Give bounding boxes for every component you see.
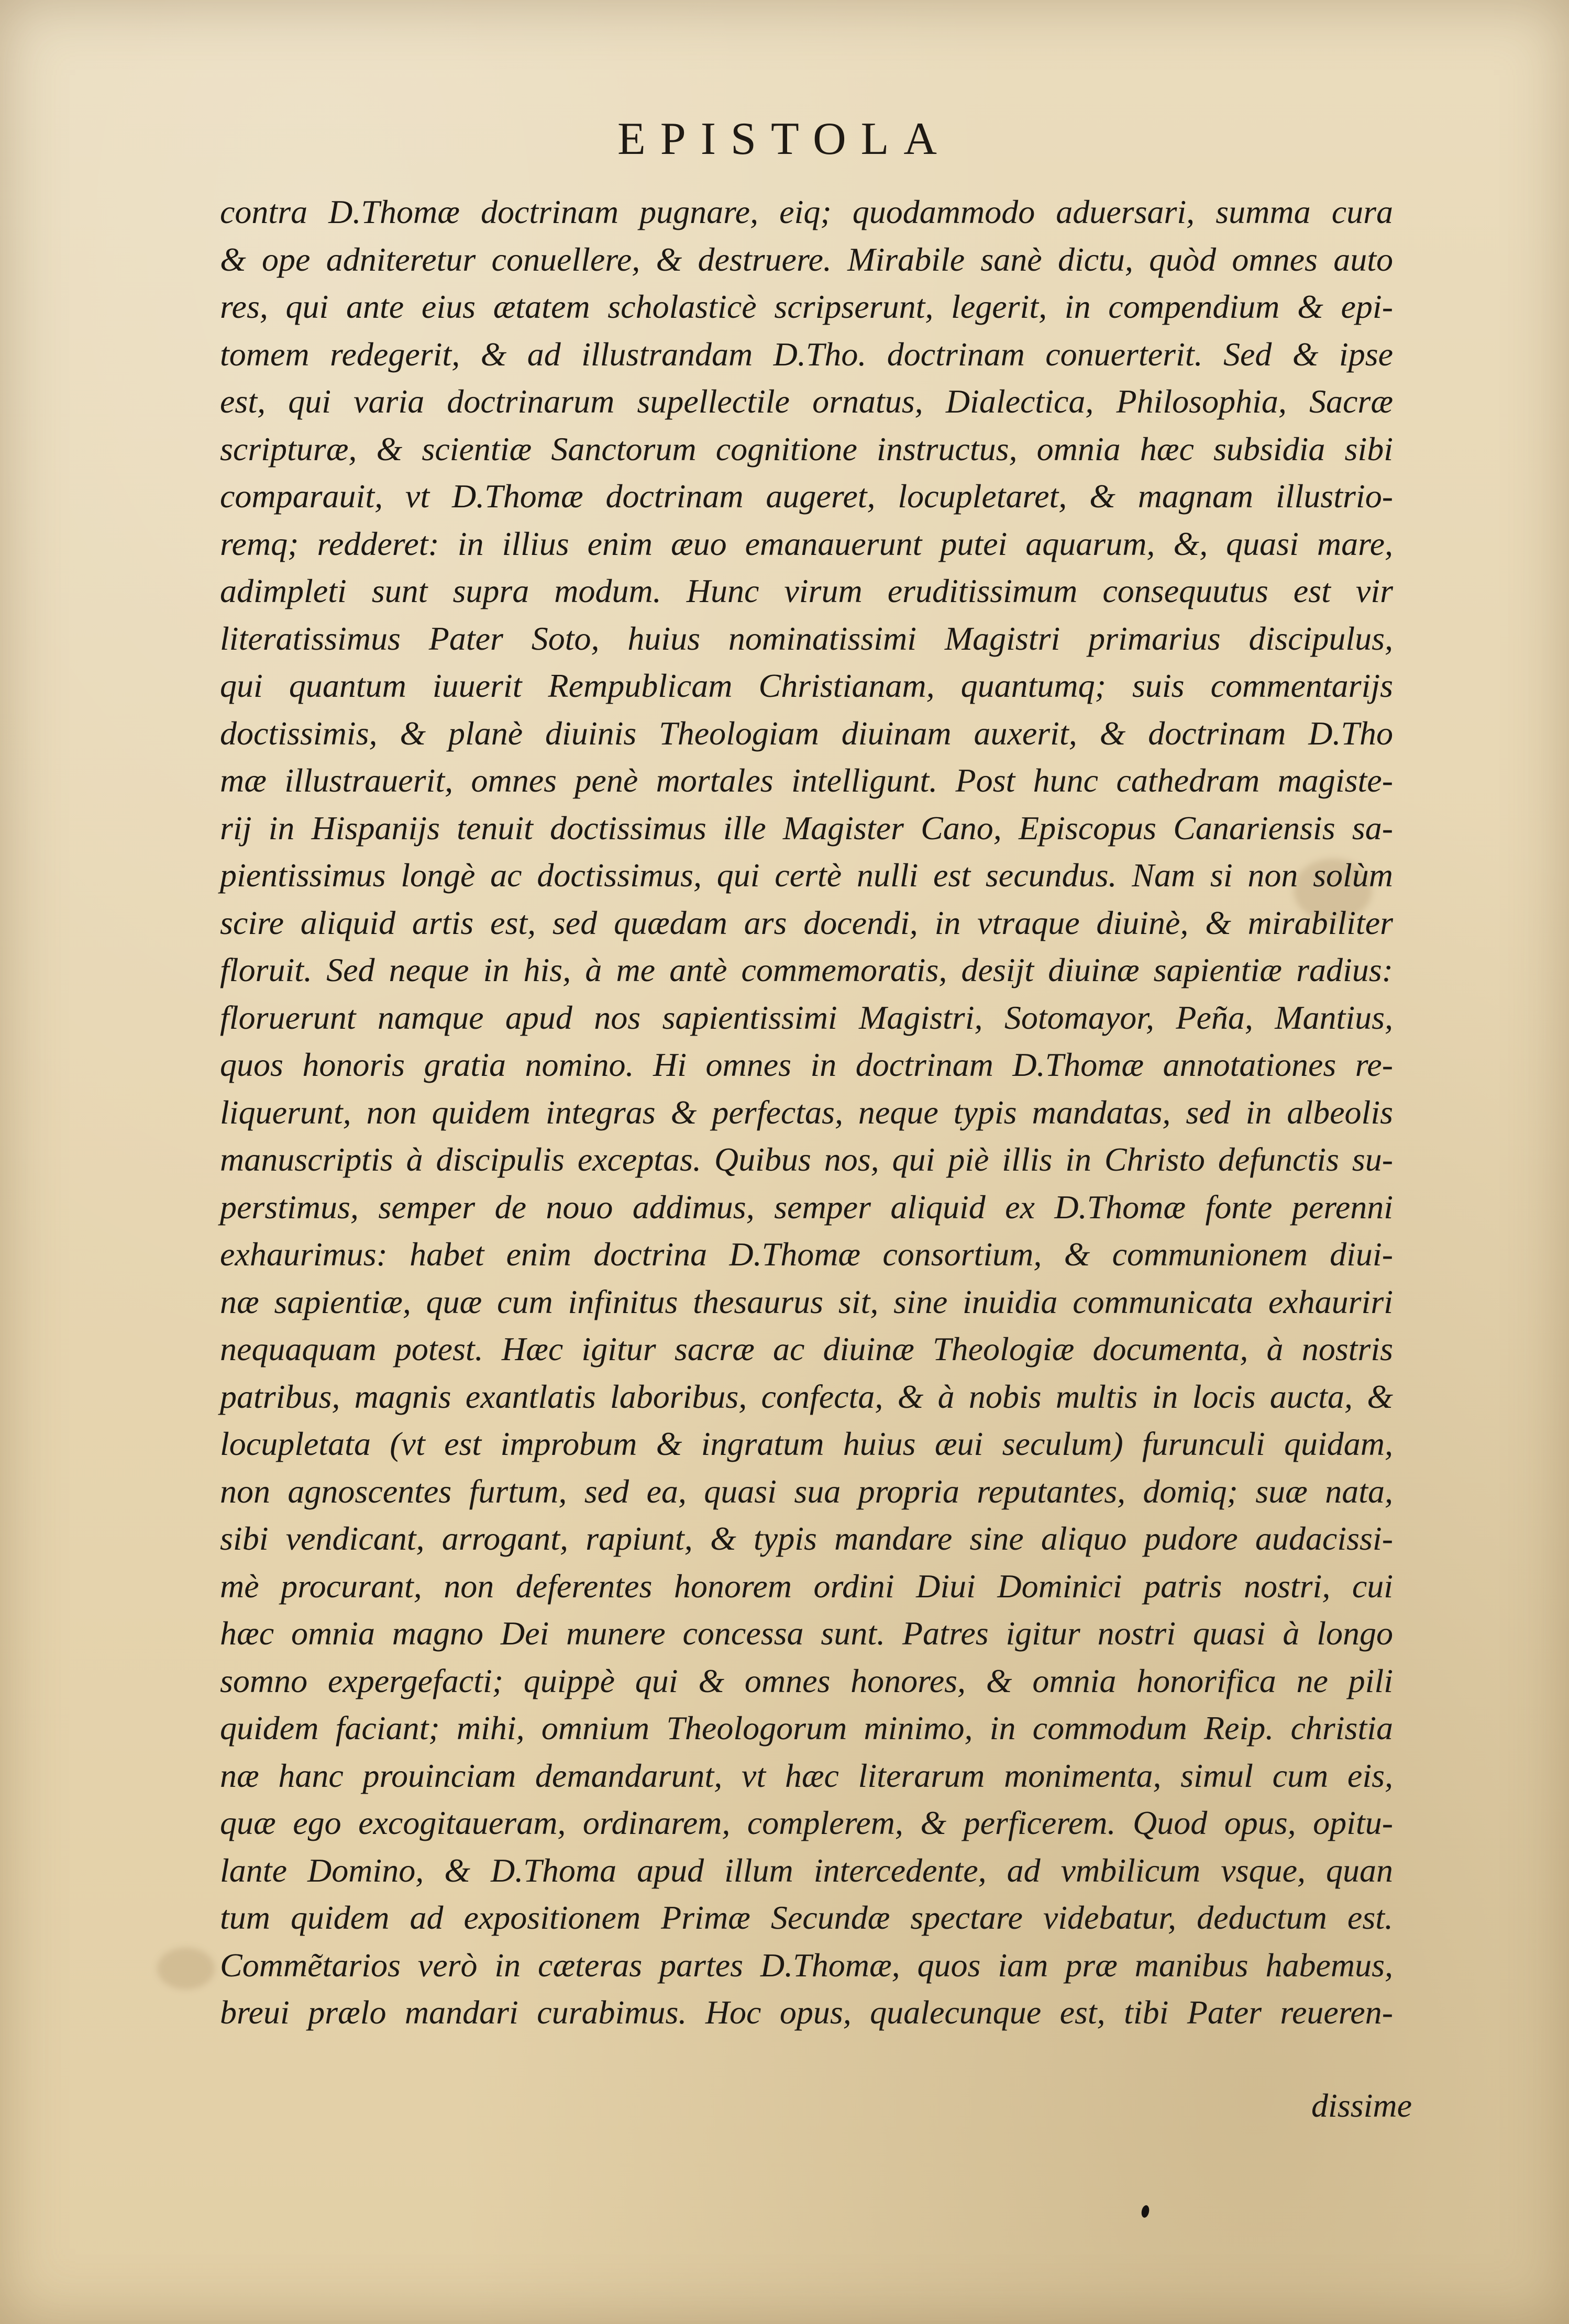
text-line: mè procurant, non deferentes honorem ordini Diui Dominici patris nostri, cui <box>220 1567 1393 1605</box>
text-line: lante Domino, & D.Thoma apud illum intercedente, ad vmbilicum vsque, quan <box>220 1851 1393 1889</box>
text-line: exhaurimus: habet enim doctrina D.Thomæ consortium, & communionem diui- <box>220 1236 1393 1273</box>
text-line: somno expergefacti; quippè qui & omnes honores, & omnia honorifica ne pili <box>220 1662 1393 1699</box>
text-line: næ sapientiæ, quæ cum infinitus thesaurus sit, sine inuidia communicata exhauriri <box>220 1283 1393 1320</box>
text-line: mæ illustrauerit, omnes penè mortales intelligunt. Post hunc cathedram magiste- <box>220 762 1393 799</box>
text-line: non agnoscentes furtum, sed ea, quasi sua propria reputantes, domiq; suæ nata, <box>220 1472 1393 1510</box>
body-text <box>220 188 1393 2037</box>
text-line: liquerunt, non quidem integras & perfectas, neque typis mandatas, sed in albeolis <box>220 1093 1393 1131</box>
text-line: & ope adniteretur conuellere, & destruere. Mirabile sanè dictu, quòd omnes auto <box>220 240 1393 278</box>
catchword: dissime <box>1311 2087 1412 2124</box>
text-line: tomem redegerit, & ad illustrandam D.Tho. doctrinam conuerterit. Sed & ipse <box>220 335 1393 373</box>
text-line: remq; redderet: in illius enim æuo emanauerunt putei aquarum, &, quasi mare, <box>220 525 1393 562</box>
text-line: næ hanc prouinciam demandarunt, vt hæc literarum monimenta, simul cum eis, <box>220 1756 1393 1794</box>
text-line: literatissimus Pater Soto, huius nominatissimi Magistri primarius discipulus, <box>220 619 1393 657</box>
text-line: perstimus, semper de nouo addimus, semper aliquid ex D.Thomæ fonte perenni <box>220 1188 1393 1226</box>
text-line: floruit. Sed neque in his, à me antè commemoratis, desijt diuinæ sapientiæ radius: <box>220 951 1393 988</box>
text-line: sibi vendicant, arrogant, rapiunt, & typis mandare sine aliquo pudore audacissi- <box>220 1520 1393 1557</box>
ink-mark <box>1141 2205 1151 2218</box>
text-line: floruerunt namque apud nos sapientissimi Magistri, Sotomayor, Peña, Mantius, <box>220 998 1393 1036</box>
text-line: patribus, magnis exantlatis laboribus, confecta, & à nobis multis in locis aucta, & <box>220 1377 1393 1415</box>
text-line: scripturæ, & scientiæ Sanctorum cognitione instructus, omnia hæc subsidia sibi <box>220 430 1393 468</box>
text-line: manuscriptis à discipulis exceptas. Quibus nos, qui piè illis in Christo defunctis su- <box>220 1141 1393 1178</box>
text-line: quæ ego excogitaueram, ordinarem, complerem, & perficerem. Quod opus, opitu- <box>220 1804 1393 1841</box>
paper-stain <box>157 1948 215 1989</box>
text-line: comparauit, vt D.Thomæ doctrinam augeret, locupletaret, & magnam illustrio- <box>220 477 1393 515</box>
text-line: res, qui ante eius ætatem scholasticè scripserunt, legerit, in compendium & epi- <box>220 288 1393 325</box>
text-line: scire aliquid artis est, sed quædam ars docendi, in vtraque diuinè, & mirabiliter <box>220 904 1393 941</box>
text-line: contra D.Thomæ doctrinam pugnare, eiq; quodammodo aduersari, summa cura <box>220 193 1393 230</box>
text-line: Commẽtarios verò in cæteras partes D.Thomæ, quos iam præ manibus habemus, <box>220 1946 1393 1984</box>
text-line: breui prælo mandari curabimus. Hoc opus, qualecunque est, tibi Pater reueren- <box>220 1994 1393 2031</box>
text-line: adimpleti sunt supra modum. Hunc virum eruditissimum consequutus est vir <box>220 572 1393 609</box>
text-line: quidem faciant; mihi, omnium Theologorum minimo, in commodum Reip. christia <box>220 1709 1393 1747</box>
text-line: quos honoris gratia nomino. Hi omnes in doctrinam D.Thomæ annotationes re- <box>220 1046 1393 1083</box>
text-line: pientissimus longè ac doctissimus, qui certè nulli est secundus. Nam si non solùm <box>220 857 1393 894</box>
text-line: qui quantum iuuerit Rempublicam Christianam, quantumq; suis commentarijs <box>220 667 1393 704</box>
page-heading: EPISTOLA <box>617 114 952 164</box>
text-line: doctissimis, & planè diuinis Theologiam diuinam auxerit, & doctrinam D.Tho <box>220 714 1393 752</box>
text-line: tum quidem ad expositionem Primæ Secundæ spectare videbatur, deductum est. <box>220 1899 1393 1936</box>
text-line: nequaquam potest. Hæc igitur sacræ ac diuinæ Theologiæ documenta, à nostris <box>220 1330 1393 1367</box>
text-line: est, qui varia doctrinarum supellectile ornatus, Dialectica, Philosophia, Sacræ <box>220 383 1393 420</box>
text-line: locupletata (vt est improbum & ingratum huius æui seculum) furunculi quidam, <box>220 1425 1393 1462</box>
text-line: hæc omnia magno Dei munere concessa sunt. Patres igitur nostri quasi à longo <box>220 1615 1393 1652</box>
text-line: rij in Hispanijs tenuit doctissimus ille Magister Cano, Episcopus Canariensis sa- <box>220 809 1393 847</box>
